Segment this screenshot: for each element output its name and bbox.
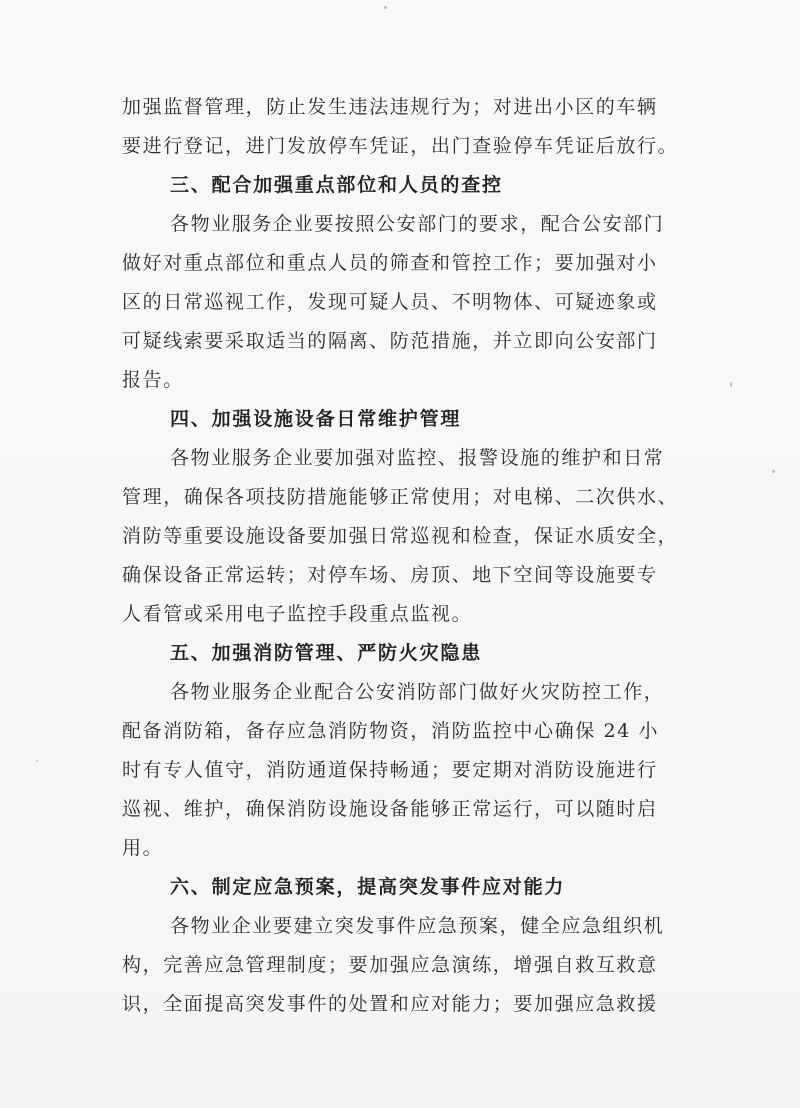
text-line: 加强监督管理，防止发生违法违规行为；对进出小区的车辆 [122, 96, 658, 118]
text-line: 用。 [122, 837, 164, 859]
scan-speck [772, 470, 775, 473]
text-line: 要进行登记，进门发放停车凭证，出门查验停车凭证后放行。 [122, 135, 679, 157]
paragraph-start-line: 各物业服务企业配合公安消防部门做好火灾防控工作， [170, 681, 665, 703]
text-line: 报告。 [122, 369, 184, 391]
section-heading-6: 六、制定应急预案，提高突发事件应对能力 [170, 876, 566, 898]
scan-speck [36, 760, 38, 762]
text-line: 确保设备正常运转；对停车场、房顶、地下空间等设施要专 [122, 564, 658, 586]
text-line: 做好对重点部位和重点人员的筛查和管控工作；要加强对小 [122, 252, 658, 274]
text-line: 配备消防箱，备存应急消防物资，消防监控中心确保 24 小 [122, 720, 660, 742]
text-line: 可疑线索要采取适当的隔离、防范措施，并立即向公安部门 [122, 330, 658, 352]
paragraph-start-line: 各物业服务企业要加强对监控、报警设施的维护和日常 [170, 447, 665, 469]
scan-speck [384, 6, 387, 9]
paragraph-start-line: 各物业服务企业要按照公安部门的要求，配合公安部门 [170, 213, 665, 235]
text-line: 区的日常巡视工作，发现可疑人员、不明物体、可疑迹象或 [122, 291, 658, 313]
paragraph-start-line: 各物业企业要建立突发事件应急预案，健全应急组织机 [170, 915, 665, 937]
text-line: 消防等重要设施设备要加强日常巡视和检查，保证水质安全， [122, 525, 679, 547]
section-heading-5: 五、加强消防管理、严防火灾隐患 [170, 642, 483, 664]
section-heading-3: 三、配合加强重点部位和人员的查控 [170, 174, 503, 196]
scan-speck [730, 382, 732, 387]
text-line: 识，全面提高突发事件的处置和应对能力；要加强应急救援 [122, 993, 658, 1015]
section-heading-4: 四、加强设施设备日常维护管理 [170, 408, 462, 430]
text-line: 时有专人值守，消防通道保持畅通；要定期对消防设施进行 [122, 759, 658, 781]
text-line: 人看管或采用电子监控手段重点监视。 [122, 603, 473, 625]
text-line: 管理，确保各项技防措施能够正常使用；对电梯、二次供水、 [122, 486, 679, 508]
text-line: 巡视、维护，确保消防设施设备能够正常运行，可以随时启 [122, 798, 658, 820]
text-line: 构，完善应急管理制度；要加强应急演练，增强自救互救意 [122, 954, 658, 976]
